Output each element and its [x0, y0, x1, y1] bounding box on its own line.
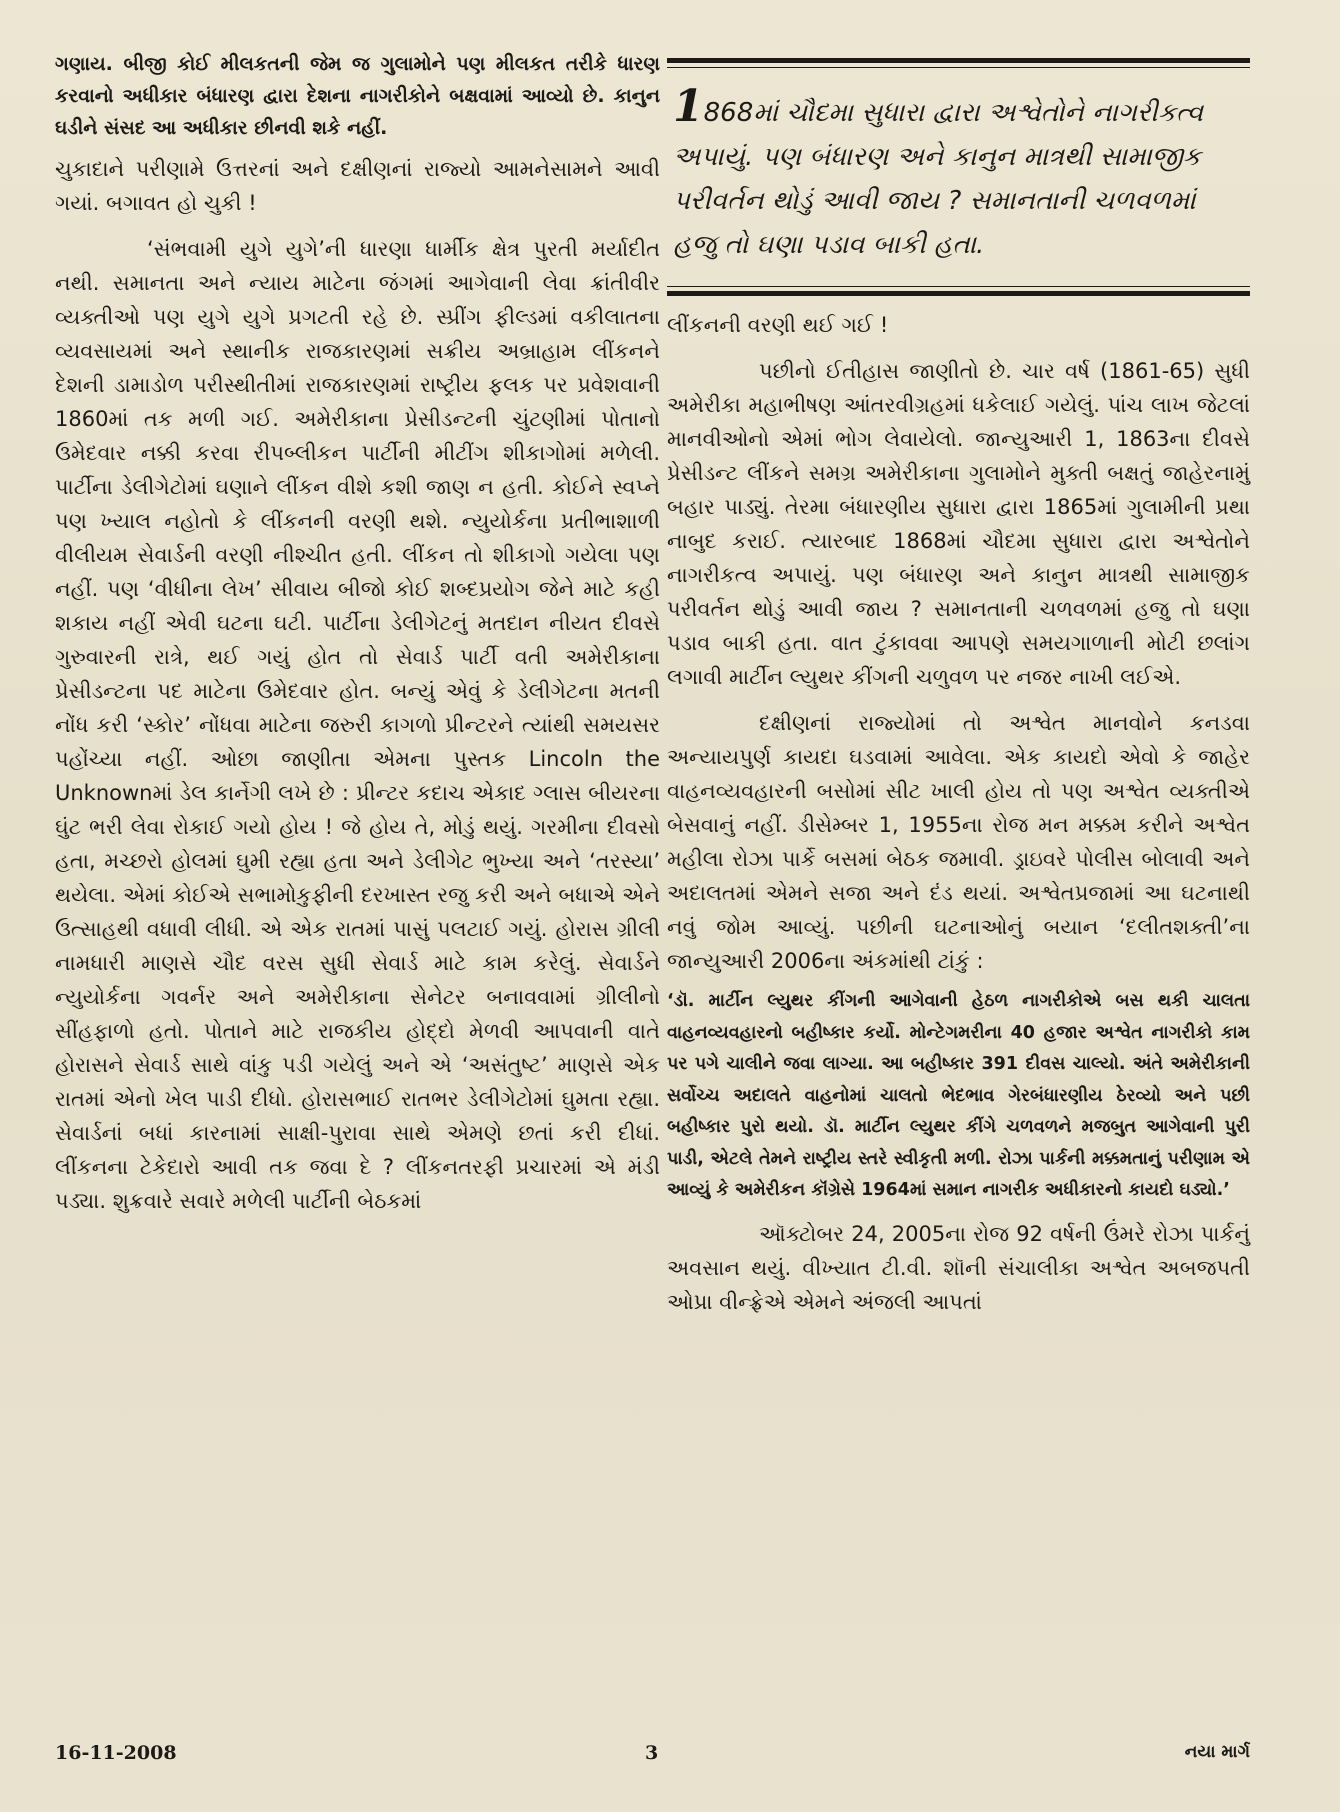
paragraph: પછીનો ઈતીહાસ જાણીતો છે. ચાર વર્ષ (1861-65) સુધી અમેરીકા મહાભીષણ આંતરવીગ્રહમાં ધકેલાઈ ગયેલું. પાંચ લાખ જેટલાં માનવીઓનો એમાં ભોગ લેવાયેલો. જાન્યુઆરી 1, 1863ના દીવસે પ્રેસીડન્ટ લીંકને સમગ્ર અમેરીકાના ગુલામોને મુક્તી બક્ષતું જાહેરનામું બહાર પાડ્યું. તેરમા બંધારણીય સુધારા દ્વારા 1865માં ગુલામીની પ્રથા નાબુદ કરાઈ. ત્યારબાદ 1868માં ચૌદમા સુધારા દ્વારા અશ્વેતોને નાગરીકત્વ અપાયું. પણ બંધારણ અને કાનુન માત્રથી સામાજીક પરીવર્તન થોડું આવી જાય ? સમાનતાની ચળવળમાં હજુ તો ઘણા પડાવ બાકી હતા. વાત ટુંકાવવા આપણે સમયગાળાની મોટી છલાંગ લગાવી માર્ટીન લ્યુથર કીંગની ચળુવળ પર નજર નાખી લઈએ. [667, 359, 1250, 689]
paragraph: ઑક્ટોબર 24, 2005ના રોજ 92 વર્ષની ઉંમરે રોઝા પાર્કનું અવસાન થયું. વીખ્યાત ટી.વી. શૉની સંચાલીકા અશ્વેત અબજપતી ઓપ્રા વીન્ફ્રેએ એમને અંજલી આપતાં [667, 1221, 1250, 1314]
pull-quote-text: 868માં ચૌદમા સુધારા દ્વારા અશ્વેતોને નાગરીકત્વ અપાયું. પણ બંધારણ અને કાનુન માત્રથી સામાજીક પરીવર્તન થોડું આવી જાય ? સમાનતાની ચળવળમાં હજુ તો ઘણા પડાવ બાકી હતા. [673, 98, 1204, 260]
block-quote: ‘ડૉ. માર્ટીન લ્યુથર કીંગની આગેવાની હેઠળ નાગરીકોએ બસ થકી ચાલતા વાહનવ્યવહારનો બહીષ્કાર કર્યો. મોન્ટેગમરીના 40 હજાર અશ્વેત નાગરીકો કામ પર પગે ચાલીને જવા લાગ્યા. આ બહીષ્કાર 391 દીવસ ચાલ્યો. અંતે અમેરીકાની સર્વોચ્ચ અદાલતે વાહનોમાં ચાલતો ભેદભાવ ગેરબંધારણીય ઠેરવ્યો અને પછી બહીષ્કાર પુરો થયો. ડૉ. માર્ટીન લ્યુથર કીંગે ચળવળને મજબુત આગેવાની પુરી પાડી, એટલે તેમને રાષ્ટ્રીય સ્તરે સ્વીકૃતી મળી. રોઝા પાર્કની મક્કમતાનું પરીણામ એ આવ્યું કે અમેરીકન કૉંગ્રેસે 1964માં સમાન નાગરીક અધીકારનો કાયદો ઘડ્યો.’ [667, 991, 1250, 1200]
paragraph: દક્ષીણનાં રાજ્યોમાં તો અશ્વેત માનવોને કનડવા અન્યાયપુર્ણ કાયદા ઘડવામાં આવેલા. એક કાયદો એવો કે જાહેર વાહનવ્યવહારની બસોમાં સીટ ખાલી હોય તો પણ અશ્વેત વ્યક્તીએ બેસવાનું નહીં. ડીસેમ્બર 1, 1955ના રોજ મન મક્કમ કરીને અશ્વેત મહીલા રોઝા પાર્કે બસમાં બેઠક જમાવી. ડ્રાઇવરે પોલીસ બોલાવી અને અદાલતમાં એમને સજા અને દંડ થયાં. અશ્વેતપ્રજામાં આ ઘટનાથી નવું જોમ આવ્યું. પછીની ઘટનાઓનું બયાન ‘દલીતશક્તી’ના જાન્યુઆરી 2006ના અંકમાંથી ટાંકું : [667, 711, 1250, 973]
intro-paragraph: ગણાય. બીજી કોઈ મીલકતની જેમ જ ગુલામોને પણ મીલકત તરીકે ધારણ કરવાનો અધીકાર બંધારણ દ્વારા દેશના નાગરીકોને બક્ષવામાં આવ્યો છે. કાનુન ઘડીને સંસદ આ અધીકાર છીનવી શકે નહીં. [55, 53, 660, 139]
page-number: 3 [645, 1742, 659, 1764]
right-column [667, 48, 1250, 1319]
paragraph: લીંકનની વરણી થઈ ગઈ ! [667, 313, 889, 337]
pull-quote-initial: 1 [673, 81, 704, 132]
footer-date: 16-11-2008 [55, 1742, 177, 1764]
pull-quote [667, 58, 1250, 296]
page-footer [55, 1742, 1250, 1770]
paragraph: ‘સંભવામી યુગે યુગે’ની ધારણા ધાર્મીક ક્ષેત્ર પુરતી મર્યાદીત નથી. સમાનતા અને ન્યાય માટેના જંગમાં આગેવાની લેવા ક્રાંતીવીર વ્યક્તીઓ પણ યુગે યુગે પ્રગટતી રહે છે. સ્પ્રીંગ ફીલ્ડમાં વકીલાતના વ્યવસાયમાં અને સ્થાનીક રાજકારણમાં સક્રીય અબ્રાહામ લીંકનને દેશની ડામાડોળ પરીસ્થીતીમાં રાજકારણમાં રાષ્ટ્રીય ફલક પર પ્રવેશવાની 1860માં તક મળી ગઈ. અમેરીકાના પ્રેસીડન્ટની ચુંટણીમાં પોતાનો ઉમેદવાર નક્કી કરવા રીપબ્લીકન પાર્ટીની મીટીંગ શીકાગોમાં મળેલી. પાર્ટીના ડેલીગેટોમાં ઘણાને લીંકન વીશે કશી જાણ ન હતી. કોઈને સ્વપ્ને પણ ખ્યાલ નહોતો કે લીંકનની વરણી થશે. ન્યુયોર્કના પ્રતીભાશાળી વીલીયમ સેવાર્ડની વરણી નીશ્ચીત હતી. લીંકન તો શીકાગો ગયેલા પણ નહીં. પણ ‘વીધીના લેખ’ સીવાય બીજો કોઈ શબ્દપ્રયોગ જેને માટે કહી શકાય નહીં એવી ઘટના ઘટી. પાર્ટીના ડેલીગેટનું મતદાન નીયત દીવસે ગુરુવારની રાત્રે, થઈ ગયું હોત તો સેવાર્ડ પાર્ટી વતી અમેરીકાના પ્રેસીડન્ટના પદ માટેના ઉમેદવાર હોત. બન્યું એવું કે ડેલીગેટના મતની નોંધ કરી ‘સ્કોર’ નોંધવા માટેના જરુરી કાગળો પ્રીન્ટરને ત્યાંથી સમયસર પહોંચ્યા નહીં. ઓછા જાણીતા એમના પુસ્તક Lincoln the Unknownમાં ડેલ કાર્નેગી લખે છે : પ્રીન્ટર કદાચ એકાદ ગ્લાસ બીયરના ઘુંટ ભરી લેવા રોકાઈ ગયો હોય ! જે હોય તે, મોડું થયું. ગરમીના દીવસો હતા, મચ્છરો હોલમાં ઘુમી રહ્યા હતા અને ડેલીગેટ ભુખ્યા અને ‘તરસ્યા’ થયેલા. એમાં કોઈએ સભામોકુફીની દરખાસ્ત રજુ કરી અને બધાએ એને ઉત્સાહથી વધાવી લીધી. એ એક રાતમાં પાસું પલટાઈ ગયું. હોરાસ ગ્રીલી નામધારી માણસે ચૌદ વરસ સુધી સેવાર્ડ માટે કામ કરેલું. સેવાર્ડને ન્યુયોર્કના ગવર્નર અને અમેરીકાના સેનેટર બનાવવામાં ગ્રીલીનો સીંહફાળો હતો. પોતાને માટે રાજકીય હોદ્દો મેળવી આપવાની વાતે હોરાસને સેવાર્ડ સાથે વાંકુ પડી ગયેલું અને એ ‘અસંતુષ્ટ’ માણસે એક રાતમાં એનો ખેલ પાડી દીધો. હોરાસભાઈ રાતભર ડેલીગેટોમાં ઘુમતા રહ્યા. સેવાર્ડનાં બધાં કારનામાં સાક્ષી-પુરાવા સાથે એમણે છતાં કરી દીધાં. લીંકનના ટેકેદારો આવી તક જવા દે ? લીંકનતરફી પ્રચારમાં એ મંડી પડ્યા. શુક્રવારે સવારે મળેલી પાર્ટીની બેઠકમાં [55, 237, 660, 1213]
paragraph: ચુકાદાને પરીણામે ઉત્તરનાં અને દક્ષીણનાં રાજ્યો આમનેસામને આવી ગયાં. બગાવત હો ચુકી ! [55, 157, 660, 215]
magazine-name: નયા માર્ગ [1184, 1742, 1250, 1762]
left-column [55, 48, 660, 1218]
